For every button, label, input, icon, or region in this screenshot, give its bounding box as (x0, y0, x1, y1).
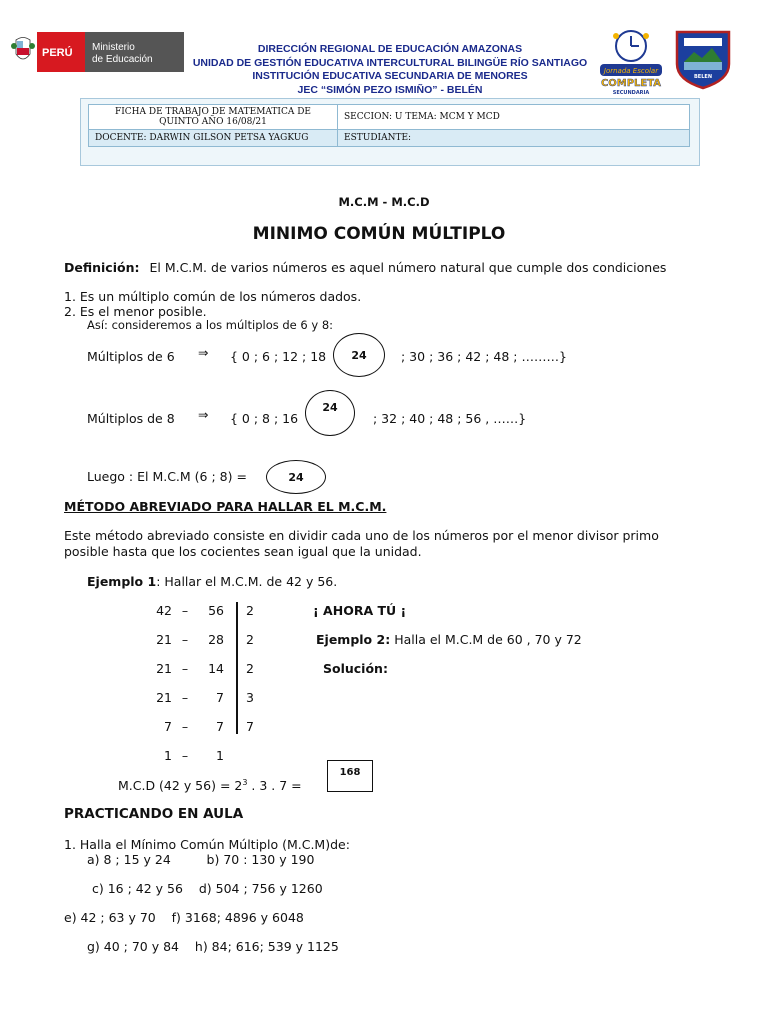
definition-text: El M.C.M. de varios números es aquel número natural que cumple dos condiciones (149, 260, 667, 275)
circled-number: 24 (333, 333, 385, 377)
example1 (87, 574, 337, 589)
condition-item: 2. Es el menor posible. (64, 304, 207, 319)
subtitle: M.C.M - M.C.D (338, 195, 430, 209)
header-line: DIRECCIÓN REGIONAL DE EDUCACIÓN AMAZONAS (257, 43, 523, 55)
divisor: 2 (246, 661, 254, 676)
circled-number: 24 (266, 460, 326, 494)
header-institution-lines (190, 43, 590, 97)
dividend-b: 1 (216, 748, 224, 763)
example2-text: Halla el M.C.M de 60 , 70 y 72 (394, 632, 582, 647)
header-line: UNIDAD DE GESTIÓN EDUCATIVA INTERCULTURAL BILINGÜE RÍO SANTIAGO (192, 56, 588, 69)
svg-text:Ministerio: Ministerio (92, 42, 135, 53)
ficha-line: FICHA DE TRABAJO DE MATEMATICA DE (114, 107, 312, 117)
jec-logo (598, 26, 664, 96)
ministry-logo (10, 32, 184, 72)
separator: – (181, 661, 189, 676)
svg-text:BELEN: BELEN (693, 74, 713, 80)
circled-number: 24 (305, 390, 355, 436)
multiples6-label: Múltiplos de 6 (87, 349, 175, 364)
clock-icon (613, 31, 649, 61)
header-line: JEC “SIMÓN PEZO ISMIÑO” - BELÉN (297, 83, 483, 96)
dividend-a: 1 (164, 748, 172, 763)
consider-text: Así: consideremos a los múltiplos de 6 y 8: (87, 318, 334, 332)
luego-text: Luego : El M.C.M (6 ; 8) = (87, 469, 247, 484)
condition-item: 1. Es un múltiplo común de los números dados. (64, 289, 362, 304)
dividend-a: 21 (156, 690, 172, 705)
method-text: posible hasta que los cocientes sean igual que la unidad. (64, 544, 422, 559)
dividend-b: 7 (216, 719, 224, 734)
svg-text:Jornada Escolar: Jornada Escolar (603, 67, 659, 75)
mcd-result (118, 778, 302, 793)
ahora-tu-heading: ¡ AHORA TÚ ¡ (313, 603, 407, 618)
separator: – (181, 632, 189, 647)
practice-item: 1. Halla el Mínimo Común Múltiplo (M.C.M)de: (64, 837, 350, 852)
mcd-prefix: M.C.D (42 y 56) = 2 (118, 778, 243, 794)
example2 (316, 632, 582, 647)
multiples8-left: { 0 ; 8 ; 16 (230, 411, 299, 426)
svg-text:SECUNDARIA: SECUNDARIA (612, 90, 650, 96)
seccion-cell: SECCION: U TEMA: MCM Y MCD (338, 105, 690, 130)
separator: – (181, 603, 189, 618)
dividend-b: 56 (208, 603, 224, 618)
example2-label: Ejemplo 2: (316, 632, 391, 647)
svg-text:PERÚ: PERÚ (42, 47, 73, 59)
dividend-a: 21 (156, 661, 172, 676)
division-line (236, 602, 238, 734)
practice-line: a) 8 ; 15 y 24 b) 70 : 130 y 190 (87, 852, 315, 867)
practice-title: PRACTICANDO EN AULA (64, 806, 244, 822)
ficha-line: QUINTO AÑO 16/08/21 (159, 117, 267, 127)
divisor: 2 (246, 603, 254, 618)
example1-label: Ejemplo 1 (87, 574, 157, 589)
multiples8-label: Múltiplos de 8 (87, 411, 175, 426)
implies-arrow-icon: ⇒ (198, 345, 209, 360)
separator: – (181, 690, 189, 705)
dividend-b: 28 (208, 632, 224, 647)
solucion-label: Solución: (323, 661, 388, 676)
dividend-b: 14 (208, 661, 224, 676)
multiples6-left: { 0 ; 6 ; 12 ; 18 (230, 349, 327, 364)
practice-line: g) 40 ; 70 y 84 h) 84; 616; 539 y 1125 (87, 939, 339, 954)
header-line: INSTITUCIÓN EDUCATIVA SECUNDARIA DE MENORES (252, 70, 528, 82)
definition (64, 260, 666, 275)
dividend-a: 21 (156, 632, 172, 647)
ficha-cell (89, 105, 338, 130)
method-title: MÉTODO ABREVIADO PARA HALLAR EL M.C.M. (64, 499, 387, 514)
practice-line: c) 16 ; 42 y 56 d) 504 ; 756 y 1260 (92, 881, 323, 896)
mcd-suffix: . 3 . 7 = (247, 778, 302, 794)
estudiante-cell: ESTUDIANTE: (338, 130, 690, 147)
example1-text: : Hallar el M.C.M. de 42 y 56. (156, 574, 338, 589)
divisor: 7 (246, 719, 254, 734)
practice-line: e) 42 ; 63 y 70 f) 3168; 4896 y 6048 (64, 910, 304, 925)
separator: – (181, 719, 189, 734)
multiples8-right: ; 32 ; 40 ; 48 ; 56 , ……} (373, 411, 527, 426)
definition-label: Definición: (64, 260, 140, 275)
separator: – (181, 748, 189, 763)
method-text: Este método abreviado consiste en dividir cada uno de los números por el menor divisor primo (64, 528, 659, 543)
multiples6-right: ; 30 ; 36 ; 42 ; 48 ; ………} (401, 349, 567, 364)
mcd-exponent: 3 (242, 778, 248, 787)
svg-text:de Educación: de Educación (92, 54, 153, 65)
page-title: MINIMO COMÚN MÚLTIPLO (252, 224, 506, 244)
info-table (88, 104, 690, 147)
dividend-a: 42 (156, 603, 172, 618)
divisor: 3 (246, 690, 254, 705)
result-box: 168 (327, 760, 373, 792)
school-badge (674, 28, 732, 90)
docente-cell: DOCENTE: DARWIN GILSON PETSA YAGKUG (89, 130, 338, 147)
implies-arrow-icon: ⇒ (198, 407, 209, 422)
dividend-b: 7 (216, 690, 224, 705)
svg-text:COMPLETA: COMPLETA (600, 78, 662, 89)
dividend-a: 7 (164, 719, 172, 734)
divisor: 2 (246, 632, 254, 647)
